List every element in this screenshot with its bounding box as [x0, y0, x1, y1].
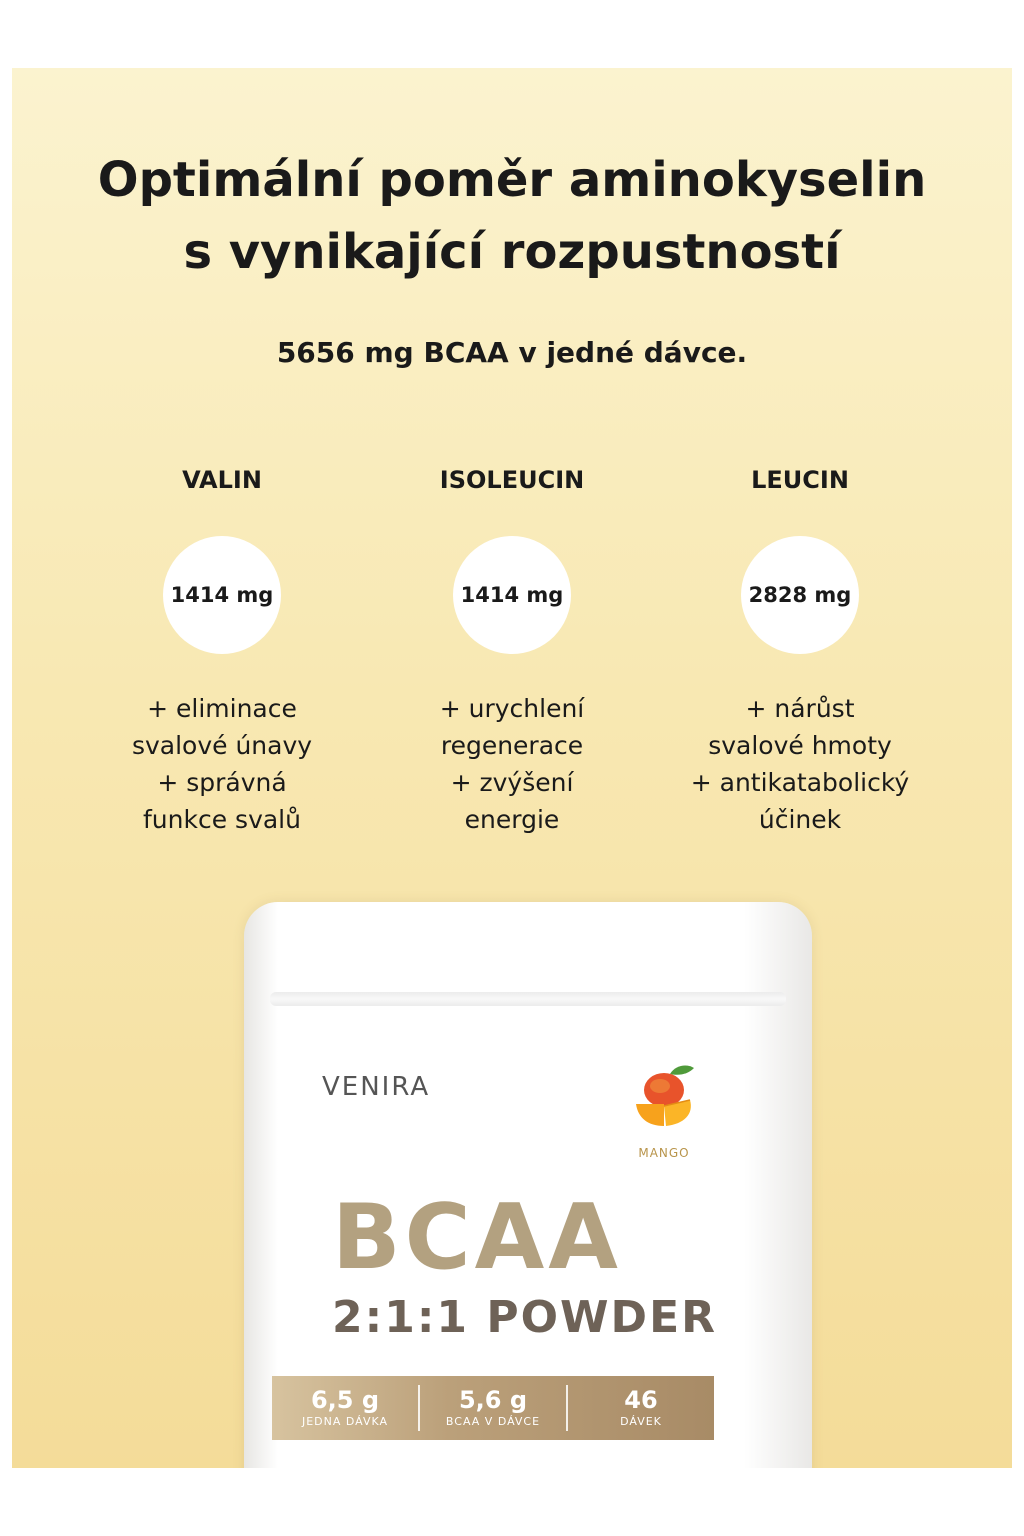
amino-name: ISOLEUCIN: [439, 466, 585, 494]
product-subtitle: 2:1:1 POWDER: [332, 1292, 718, 1343]
subheadline: 5656 mg BCAA v jedné dávce.: [276, 336, 748, 369]
amino-name: VALIN: [182, 466, 262, 494]
benefit-line: svalové únavy: [131, 731, 313, 760]
benefit-line: funkce svalů: [143, 805, 301, 834]
stat-value: 6,5 g: [310, 1386, 380, 1414]
stat-value: 46: [624, 1386, 658, 1414]
benefit-line: účinek: [758, 805, 842, 834]
benefit-line: + správná: [157, 768, 287, 797]
benefit-line: regenerace: [440, 731, 584, 760]
pouch-zip: [270, 992, 786, 1006]
product-title: BCAA: [332, 1185, 622, 1290]
headline: [12, 144, 1012, 288]
benefit-line: + eliminace: [147, 694, 297, 723]
stat-label: DÁVEK: [620, 1415, 662, 1428]
benefit-list: [660, 690, 940, 838]
amount-circle: [453, 536, 571, 654]
amino-amount: 1414 mg: [170, 583, 274, 607]
benefit-line: + urychlení: [439, 694, 585, 723]
product-pouch: [244, 902, 812, 1468]
flavor-label: MANGO: [638, 1146, 690, 1160]
stat-bcaa: [420, 1386, 566, 1430]
benefit-list: [372, 690, 652, 838]
amount-circle: [741, 536, 859, 654]
stat-divider: [418, 1385, 420, 1431]
benefit-line: svalové hmoty: [708, 731, 892, 760]
stat-value: 5,6 g: [458, 1386, 528, 1414]
stat-label: BCAA V DÁVCE: [445, 1415, 541, 1428]
amino-amount: 1414 mg: [460, 583, 564, 607]
stat-servings: [568, 1386, 714, 1430]
amino-name: LEUCIN: [751, 466, 849, 494]
amino-column-leucin: [660, 460, 940, 838]
mango-icon: [630, 1060, 700, 1130]
benefit-line: + antikatabolický: [690, 768, 910, 797]
benefit-line: energie: [464, 805, 560, 834]
stat-label: JEDNA DÁVKA: [301, 1415, 389, 1428]
benefit-line: + nárůst: [745, 694, 855, 723]
benefit-list: [82, 690, 362, 838]
benefit-line: + zvýšení: [450, 768, 574, 797]
amount-circle: [163, 536, 281, 654]
amino-column-valin: [82, 460, 362, 838]
stat-divider: [566, 1385, 568, 1431]
promo-panel: [12, 68, 1012, 1468]
amino-amount: 2828 mg: [748, 583, 852, 607]
stat-serving: [272, 1386, 418, 1430]
headline-line-2: s vynikající rozpustností: [183, 224, 841, 280]
brand-name: VENIRA: [322, 1072, 431, 1102]
amino-column-isoleucin: [372, 460, 652, 838]
headline-line-1: Optimální poměr aminokyselin: [97, 152, 927, 208]
stats-band: [272, 1376, 714, 1440]
